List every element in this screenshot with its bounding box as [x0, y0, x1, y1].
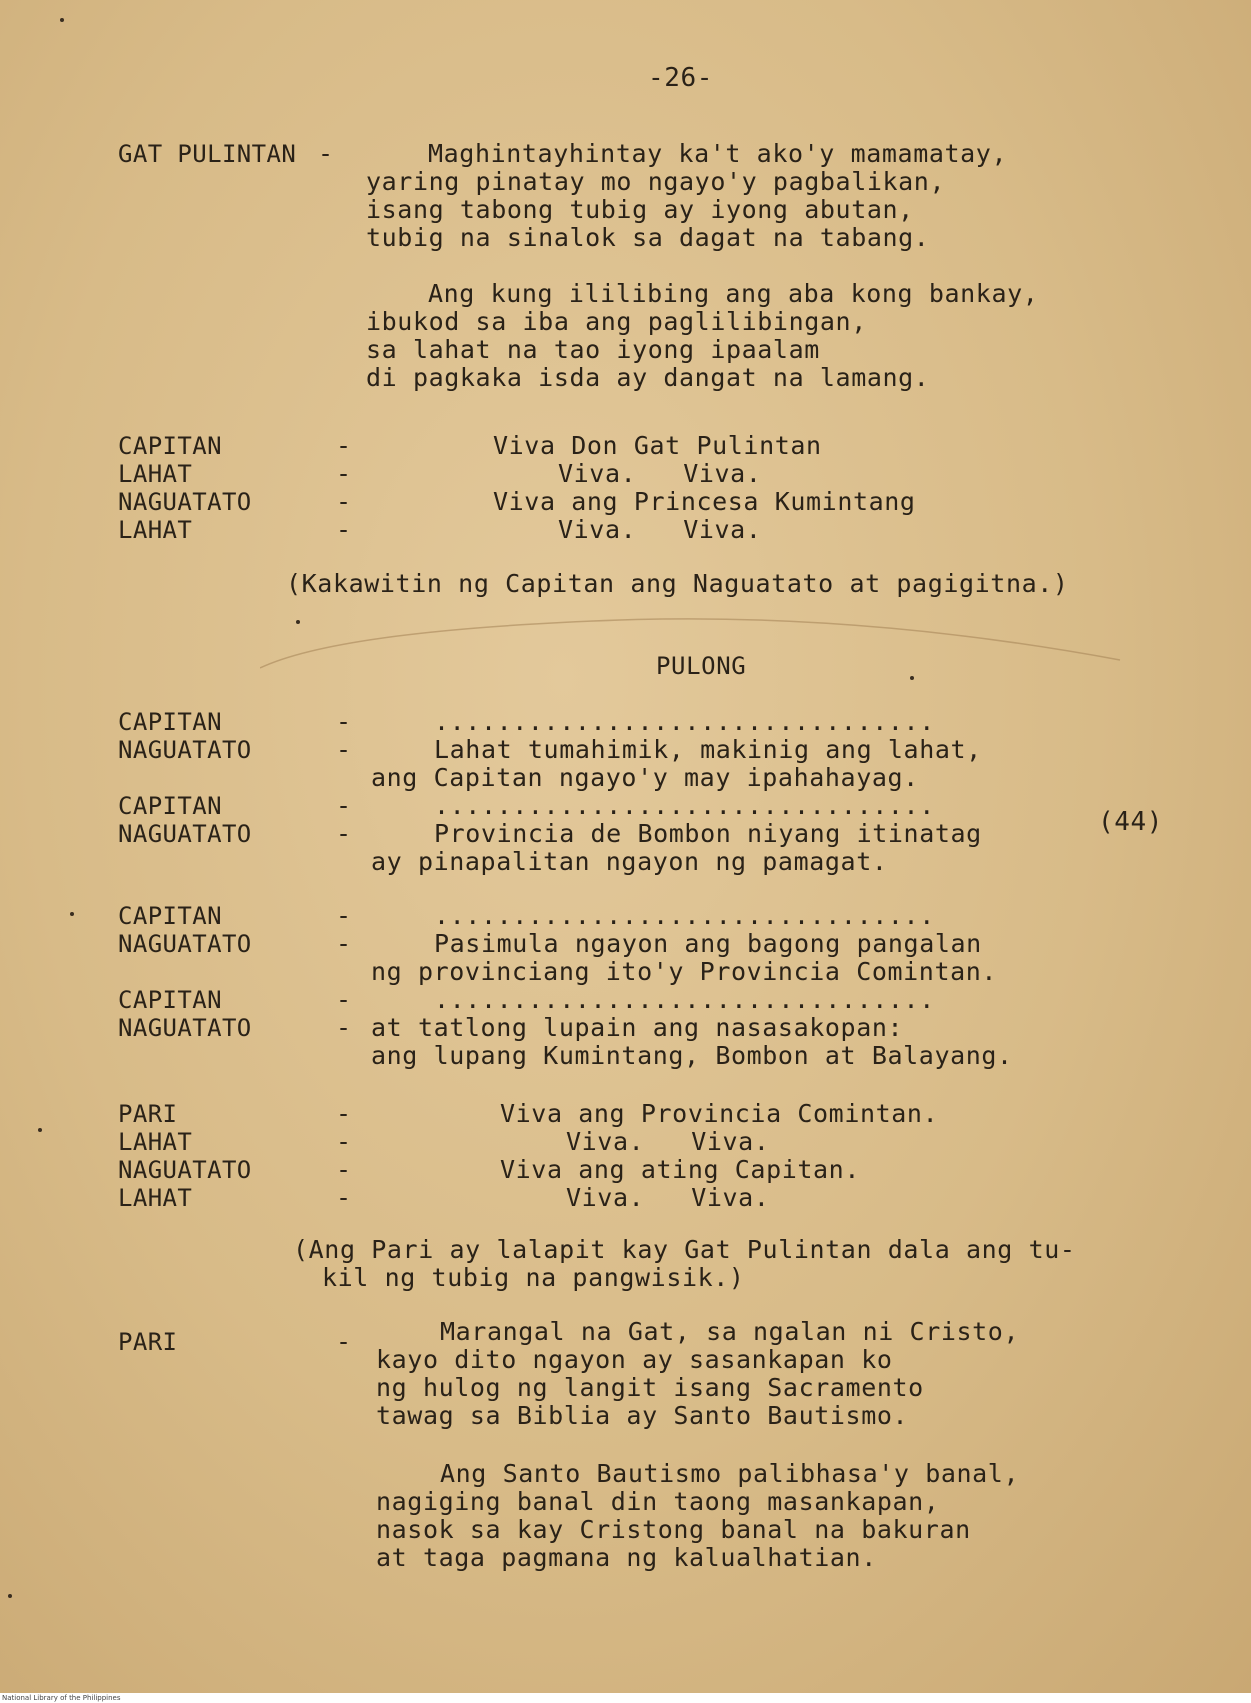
dash: -: [336, 515, 352, 544]
verse-line: Provincia de Bombon niyang itinatag: [434, 819, 982, 848]
margin-note: (44): [1098, 807, 1164, 837]
stage-direction: kil ng tubig na pangwisik.): [322, 1263, 745, 1292]
verse-line: yaring pinatay mo ngayo'y pagbalikan,: [366, 167, 946, 196]
dash: -: [336, 791, 352, 820]
verse-line: kayo dito ngayon ay sasankapan ko: [376, 1345, 893, 1374]
verse-line: isang tabong tubig ay iyong abutan,: [366, 195, 914, 224]
paper-speck: [910, 676, 914, 680]
verse-line: nagiging banal din taong masankapan,: [376, 1487, 940, 1516]
verse-line: Lahat tumahimik, makinig ang lahat,: [434, 735, 982, 764]
verse-line: ng provinciang ito'y Provincia Comintan.: [371, 957, 998, 986]
paper-speck: [38, 1128, 42, 1132]
speaker-capitan: CAPITAN: [118, 902, 222, 930]
dash: -: [336, 487, 352, 516]
verse-line: sa lahat na tao iyong ipaalam: [366, 335, 820, 364]
speaker-lahat: LAHAT: [118, 1128, 193, 1156]
verse-line: Pasimula ngayon ang bagong pangalan: [434, 929, 982, 958]
verse-line: Maghintayhintay ka't ako'y mamamatay,: [428, 139, 1008, 168]
dash: -: [336, 735, 352, 764]
speaker-naguatato: NAGUATATO: [118, 1156, 252, 1184]
dash: -: [336, 707, 352, 736]
verse-line: ng hulog ng langit isang Sacramento: [376, 1373, 924, 1402]
verse-line: at taga pagmana ng kalualhatian.: [376, 1543, 877, 1572]
stage-direction: (Kakawitin ng Capitan ang Naguatato at pagigitna.): [286, 569, 1069, 598]
verse-line: nasok sa kay Cristong banal na bakuran: [376, 1515, 971, 1544]
verse-line: at tatlong lupain ang nasasakopan:: [371, 1013, 904, 1042]
dash: -: [336, 985, 352, 1014]
verse-line: Ang Santo Bautismo palibhasa'y banal,: [440, 1459, 1020, 1488]
verse-line: tawag sa Biblia ay Santo Bautismo.: [376, 1401, 909, 1430]
paper-speck: [296, 620, 300, 624]
speaker-capitan: CAPITAN: [118, 792, 222, 820]
ellipsis-line: ................................: [434, 985, 935, 1014]
paper-speck: [60, 18, 64, 22]
verse-line: ibukod sa iba ang paglilibingan,: [366, 307, 867, 336]
speaker-pari: PARI: [118, 1328, 178, 1356]
speaker-lahat: LAHAT: [118, 1184, 193, 1212]
dash: -: [336, 431, 352, 460]
verse-line: tubig na sinalok sa dagat na tabang.: [366, 223, 930, 252]
paper-speck: [70, 912, 74, 916]
verse-line: ang Capitan ngayo'y may ipahahayag.: [371, 763, 919, 792]
cheer-line: Viva. Viva.: [566, 1127, 770, 1156]
speaker-gat-pulintan: GAT PULINTAN: [118, 140, 297, 168]
speaker-naguatato: NAGUATATO: [118, 736, 252, 764]
footer-credit: National Library of the Philippines: [0, 1693, 1251, 1703]
speaker-lahat: LAHAT: [118, 460, 193, 488]
cheer-line: Viva Don Gat Pulintan: [493, 431, 822, 460]
dash: -: [336, 901, 352, 930]
speaker-naguatato: NAGUATATO: [118, 930, 252, 958]
ellipsis-line: ................................: [434, 901, 935, 930]
dash: -: [336, 459, 352, 488]
dash: -: [336, 1013, 352, 1042]
speaker-capitan: CAPITAN: [118, 708, 222, 736]
verse-line: Ang kung ililibing ang aba kong bankay,: [428, 279, 1039, 308]
dash: -: [336, 1155, 352, 1184]
dash: -: [336, 819, 352, 848]
cheer-line: Viva. Viva.: [566, 1183, 770, 1212]
speaker-naguatato: NAGUATATO: [118, 820, 252, 848]
verse-line: ang lupang Kumintang, Bombon at Balayang.: [371, 1041, 1013, 1070]
dash: -: [336, 1099, 352, 1128]
cheer-line: Viva. Viva.: [558, 515, 762, 544]
speaker-lahat: LAHAT: [118, 516, 193, 544]
ellipsis-line: ................................: [434, 707, 935, 736]
dash: -: [336, 929, 352, 958]
speaker-naguatato: NAGUATATO: [118, 488, 252, 516]
dash: -: [318, 139, 334, 168]
dash: -: [336, 1183, 352, 1212]
dash: -: [336, 1327, 352, 1356]
speaker-capitan: CAPITAN: [118, 432, 222, 460]
page-number: -26-: [648, 63, 714, 93]
verse-line: di pagkaka isda ay dangat na lamang.: [366, 363, 930, 392]
cheer-line: Viva. Viva.: [558, 459, 762, 488]
section-heading: PULONG: [656, 652, 747, 680]
stage-direction: (Ang Pari ay lalapit kay Gat Pulintan dala ang tu-: [293, 1235, 1076, 1264]
cheer-line: Viva ang ating Capitan.: [500, 1155, 860, 1184]
speaker-capitan: CAPITAN: [118, 986, 222, 1014]
speaker-pari: PARI: [118, 1100, 178, 1128]
verse-line: ay pinapalitan ngayon ng pamagat.: [371, 847, 888, 876]
cheer-line: Viva ang Provincia Comintan.: [500, 1099, 939, 1128]
cheer-line: Viva ang Princesa Kumintang: [493, 487, 916, 516]
verse-line: Marangal na Gat, sa ngalan ni Cristo,: [440, 1317, 1020, 1346]
dash: -: [336, 1127, 352, 1156]
paper-speck: [8, 1594, 12, 1598]
speaker-naguatato: NAGUATATO: [118, 1014, 252, 1042]
ellipsis-line: ................................: [434, 791, 935, 820]
